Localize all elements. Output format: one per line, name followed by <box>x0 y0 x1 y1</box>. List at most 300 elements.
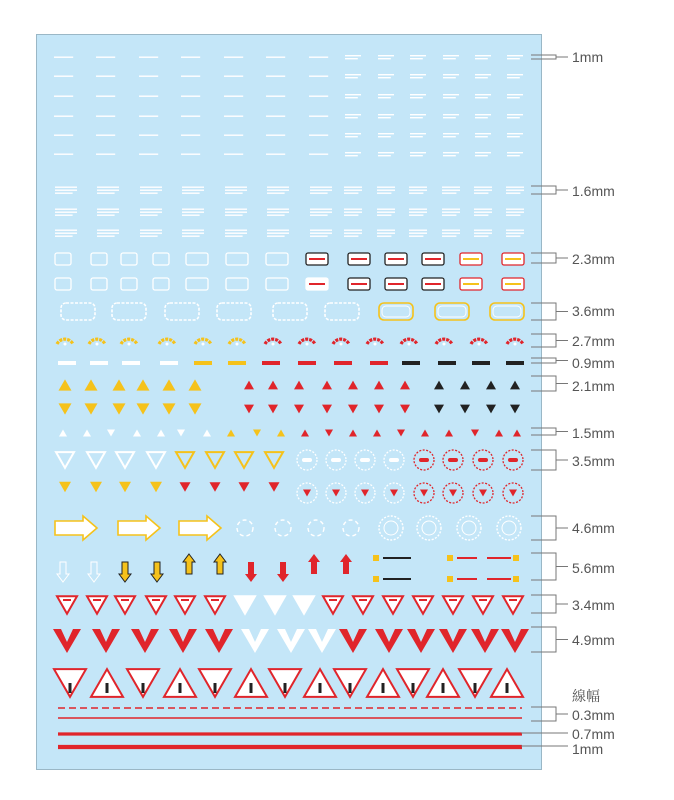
text-decal <box>409 212 427 213</box>
text-decal <box>55 212 77 213</box>
text-decal <box>507 58 520 59</box>
text-decal <box>442 230 460 231</box>
triangle-decal <box>163 379 176 390</box>
hazard-bar <box>487 578 511 580</box>
text-decal <box>266 154 285 155</box>
triangle-glyph <box>359 599 367 601</box>
text-decal <box>507 117 520 118</box>
text-decal <box>97 209 119 210</box>
text-decal <box>506 215 520 216</box>
arrow-decal <box>118 516 160 540</box>
text-decal <box>410 133 426 134</box>
text-decal <box>96 116 115 117</box>
vertical-arrow-decal <box>308 554 320 574</box>
hazard-square <box>373 576 379 582</box>
text-decal <box>54 57 73 58</box>
text-decal <box>378 97 391 98</box>
text-decal <box>140 212 162 213</box>
text-decal <box>96 57 115 58</box>
text-decal <box>344 193 358 194</box>
text-decal <box>378 74 394 75</box>
boxed-label-decal <box>266 278 288 290</box>
decal-artwork <box>37 35 543 771</box>
text-decal <box>378 155 391 156</box>
circle-bar <box>389 458 399 462</box>
text-decal <box>377 187 395 188</box>
text-decal <box>442 209 460 210</box>
text-decal <box>266 57 285 58</box>
text-decal <box>310 230 332 231</box>
triangle-decal <box>374 405 384 414</box>
boxed-label-decal <box>186 253 208 265</box>
text-decal <box>507 77 520 78</box>
text-decal <box>55 236 73 237</box>
tiny-bar-decal <box>472 361 490 365</box>
text-decal <box>182 187 204 188</box>
text-decal <box>344 233 362 234</box>
text-decal <box>475 97 488 98</box>
triangle-decal <box>137 403 150 414</box>
vertical-arrow-decal <box>57 562 69 582</box>
size-label-3-5mm: 3.5mm <box>572 453 615 469</box>
boxed-label-decal <box>186 278 208 290</box>
triangle-decal <box>244 381 254 390</box>
circle-bar <box>448 458 458 462</box>
text-decal <box>344 190 362 191</box>
text-decal <box>507 97 520 98</box>
chevron-decal <box>501 629 529 653</box>
triangle-decal <box>107 430 115 437</box>
boxed-label-decal <box>226 278 248 290</box>
boxed-label-decal <box>55 253 71 265</box>
hazard-bar <box>487 557 511 559</box>
boxed-label-decal <box>91 278 107 290</box>
gauge-center <box>64 343 67 346</box>
text-decal <box>309 96 328 97</box>
boxed-label-decal <box>226 253 248 265</box>
boxed-label-stripe <box>309 283 325 285</box>
triangle-decal <box>146 596 166 613</box>
text-decal <box>225 209 247 210</box>
text-decal <box>267 230 289 231</box>
text-decal <box>140 209 162 210</box>
text-decal <box>267 187 289 188</box>
gauge-center <box>166 343 169 346</box>
triangle-decal <box>59 482 71 492</box>
triangle-decal <box>239 482 250 492</box>
boxed-label-decal <box>121 278 137 290</box>
boxed-label-stripe <box>351 258 367 260</box>
vertical-arrow-decal <box>151 562 163 582</box>
hazard-square <box>447 576 453 582</box>
triangle-decal <box>268 381 278 390</box>
chevron-decal <box>241 629 269 653</box>
hazard-square <box>373 555 379 561</box>
plate-decal <box>273 303 307 320</box>
text-decal <box>97 233 119 234</box>
tiny-bar-decal <box>58 361 76 365</box>
text-decal <box>181 135 200 136</box>
size-label-2-1mm: 2.1mm <box>572 378 615 394</box>
text-decal <box>182 193 200 194</box>
hazard-square <box>513 576 519 582</box>
chevron-decal <box>131 629 159 653</box>
triangle-decal <box>87 596 107 613</box>
seal-inner <box>384 521 398 535</box>
text-decal <box>224 116 243 117</box>
text-decal <box>443 136 456 137</box>
triangle-glyph <box>382 683 385 693</box>
text-decal <box>55 215 73 216</box>
text-decal <box>225 236 243 237</box>
dashed-ring-decal <box>343 520 359 536</box>
text-decal <box>443 155 456 156</box>
text-decal <box>344 236 358 237</box>
text-decal <box>443 117 456 118</box>
size-label-1mm: 1mm <box>572 49 604 65</box>
triangle-decal <box>486 405 496 414</box>
text-decal <box>181 57 200 58</box>
triangle-decal <box>265 452 283 468</box>
text-decal <box>97 215 115 216</box>
gauge-center <box>514 343 517 346</box>
tiny-bar-decal <box>506 361 524 365</box>
triangle-decal <box>235 452 253 468</box>
tiny-bar-decal <box>90 361 108 365</box>
chevron-decal <box>308 629 336 653</box>
text-decal <box>97 190 119 191</box>
text-decal <box>267 236 285 237</box>
triangle-decal <box>244 405 254 414</box>
dashed-ring-decal <box>275 520 291 536</box>
text-decal <box>345 58 358 59</box>
text-decal <box>506 193 520 194</box>
text-decal <box>474 209 492 210</box>
triangle-glyph <box>349 683 352 693</box>
text-decal <box>345 152 361 153</box>
triangle-decal <box>59 403 72 414</box>
text-decal <box>54 76 73 77</box>
text-decal <box>97 212 119 213</box>
text-decal <box>475 58 488 59</box>
text-decal <box>310 212 332 213</box>
text-decal <box>442 236 456 237</box>
text-decal <box>266 96 285 97</box>
triangle-glyph <box>69 683 72 693</box>
boxed-label-decal <box>266 253 288 265</box>
boxed-label-decal <box>153 253 169 265</box>
triangle-decal <box>397 430 405 437</box>
text-decal <box>345 55 361 56</box>
text-decal <box>474 187 492 188</box>
triangle-decal <box>509 490 517 497</box>
text-decal <box>377 236 391 237</box>
tiny-bar-decal <box>194 361 212 365</box>
text-decal <box>506 233 524 234</box>
text-decal <box>507 155 520 156</box>
text-decal <box>182 233 204 234</box>
triangle-decal <box>473 596 493 613</box>
gauge-center <box>374 343 377 346</box>
text-decal <box>267 233 289 234</box>
text-decal <box>97 187 119 188</box>
triangle-decal <box>413 596 433 613</box>
text-decal <box>267 190 289 191</box>
triangle-decal <box>495 430 503 437</box>
text-decal <box>410 58 423 59</box>
triangle-glyph <box>250 683 253 693</box>
triangle-glyph <box>506 683 509 693</box>
triangle-glyph <box>181 599 189 601</box>
triangle-decal <box>348 405 358 414</box>
boxed-label-stripe <box>463 283 479 285</box>
text-decal <box>139 76 158 77</box>
triangle-glyph <box>93 599 101 601</box>
triangle-decal <box>59 430 67 437</box>
arrow-decal <box>55 516 97 540</box>
triangle-glyph <box>300 599 308 601</box>
vertical-arrow-decal <box>183 554 195 574</box>
triangle-decal <box>269 482 280 492</box>
triangle-glyph <box>214 683 217 693</box>
triangle-decal <box>510 381 520 390</box>
text-decal <box>309 57 328 58</box>
hazard-square <box>513 555 519 561</box>
triangle-decal <box>420 490 428 497</box>
triangle-decal <box>277 430 285 437</box>
triangle-decal <box>332 490 340 497</box>
text-decal <box>378 114 394 115</box>
triangle-decal <box>113 379 126 390</box>
text-decal <box>475 117 488 118</box>
triangle-decal <box>303 490 311 497</box>
size-label-2-3mm: 2.3mm <box>572 251 615 267</box>
vertical-arrow-decal <box>214 554 226 574</box>
plate-inner <box>438 306 466 317</box>
triangle-decal <box>513 430 521 437</box>
triangle-decal <box>348 381 358 390</box>
chevron-decal <box>92 629 120 653</box>
text-decal <box>506 209 524 210</box>
vertical-arrow-decal <box>277 562 289 582</box>
dashed-ring-decal <box>237 520 253 536</box>
boxed-label-stripe <box>425 283 441 285</box>
plate-decal <box>61 303 95 320</box>
text-decal <box>475 77 488 78</box>
triangle-decal <box>85 379 98 390</box>
triangle-decal <box>486 381 496 390</box>
chevron-decal <box>53 629 81 653</box>
text-decal <box>409 233 427 234</box>
text-decal <box>507 136 520 137</box>
triangle-decal <box>443 596 463 613</box>
text-decal <box>224 96 243 97</box>
tiny-bar-decal <box>262 361 280 365</box>
text-decal <box>97 193 115 194</box>
text-decal <box>475 155 488 156</box>
text-decal <box>474 236 488 237</box>
circle-bar <box>508 458 518 462</box>
size-label-1-5mm: 1.5mm <box>572 425 615 441</box>
text-decal <box>345 74 361 75</box>
plate-decal <box>165 303 199 320</box>
text-decal <box>224 154 243 155</box>
triangle-decal <box>265 596 285 613</box>
text-decal <box>378 58 391 59</box>
triangle-decal <box>205 596 225 613</box>
text-decal <box>475 55 491 56</box>
size-label-0-9mm: 0.9mm <box>572 355 615 371</box>
text-decal <box>410 55 426 56</box>
text-decal <box>182 236 200 237</box>
triangle-decal <box>163 403 176 414</box>
triangle-decal <box>294 381 304 390</box>
triangle-glyph <box>152 599 160 601</box>
boxed-label-stripe <box>505 283 521 285</box>
text-decal <box>410 152 426 153</box>
text-decal <box>443 133 459 134</box>
text-decal <box>475 114 491 115</box>
text-decal <box>225 187 247 188</box>
text-decal <box>475 74 491 75</box>
text-decal <box>474 230 492 231</box>
text-decal <box>475 152 491 153</box>
text-decal <box>181 154 200 155</box>
text-decal <box>54 135 73 136</box>
hazard-bar <box>383 578 411 580</box>
text-decal <box>55 233 77 234</box>
triangle-decal <box>189 379 202 390</box>
text-decal <box>310 236 328 237</box>
tiny-bar-decal <box>370 361 388 365</box>
triangle-glyph <box>412 683 415 693</box>
text-decal <box>140 215 158 216</box>
circle-bar <box>478 458 488 462</box>
text-decal <box>310 193 328 194</box>
triangle-glyph <box>319 683 322 693</box>
text-decal <box>377 230 395 231</box>
text-decal <box>345 97 358 98</box>
text-decal <box>140 190 162 191</box>
triangle-decal <box>210 482 221 492</box>
triangle-decal <box>390 490 398 497</box>
text-decal <box>345 117 358 118</box>
text-decal <box>410 77 423 78</box>
triangle-decal <box>227 430 235 437</box>
text-decal <box>475 133 491 134</box>
triangle-decal <box>206 452 224 468</box>
text-decal <box>267 193 285 194</box>
text-decal <box>266 116 285 117</box>
text-decal <box>182 215 200 216</box>
triangle-decal <box>353 596 373 613</box>
triangle-decal <box>147 452 165 468</box>
triangle-decal <box>445 430 453 437</box>
text-decal <box>378 152 394 153</box>
text-decal <box>224 76 243 77</box>
triangle-decal <box>400 405 410 414</box>
size-label-5-6mm: 5.6mm <box>572 560 615 576</box>
hazard-bar <box>457 578 477 580</box>
text-decal <box>96 135 115 136</box>
chevron-decal <box>375 629 403 653</box>
triangle-decal <box>510 405 520 414</box>
tiny-bar-decal <box>334 361 352 365</box>
chevron-decal <box>339 629 367 653</box>
boxed-label-stripe <box>388 283 404 285</box>
triangle-glyph <box>63 599 71 601</box>
text-decal <box>377 193 391 194</box>
triangle-decal <box>235 596 255 613</box>
plate-decal <box>112 303 146 320</box>
text-decal <box>442 233 460 234</box>
dashed-ring-decal <box>308 520 324 536</box>
text-decal <box>410 117 423 118</box>
triangle-decal <box>349 430 357 437</box>
text-decal <box>409 193 423 194</box>
text-decal <box>410 155 423 156</box>
chevron-decal <box>169 629 197 653</box>
text-decal <box>442 187 460 188</box>
gauge-center <box>443 343 446 346</box>
text-decal <box>266 135 285 136</box>
text-decal <box>378 117 391 118</box>
circle-bar <box>331 458 341 462</box>
text-decal <box>140 230 162 231</box>
text-decal <box>181 96 200 97</box>
arrow-decal <box>179 516 221 540</box>
text-decal <box>475 94 491 95</box>
text-decal <box>309 135 328 136</box>
triangle-glyph <box>419 599 427 601</box>
triangle-decal <box>115 596 135 613</box>
text-decal <box>309 116 328 117</box>
triangle-decal <box>90 482 102 492</box>
text-decal <box>345 155 358 156</box>
text-decal <box>377 215 391 216</box>
plate-inner <box>382 306 410 317</box>
tiny-bar-decal <box>438 361 456 365</box>
text-decal <box>443 94 459 95</box>
text-decal <box>182 212 204 213</box>
gauge-center <box>306 343 309 346</box>
text-decal <box>377 233 395 234</box>
text-decal <box>182 209 204 210</box>
text-decal <box>474 233 492 234</box>
circle-bar <box>360 458 370 462</box>
triangle-decal <box>421 430 429 437</box>
vertical-arrow-decal <box>88 562 100 582</box>
triangle-decal <box>253 430 261 437</box>
text-decal <box>96 96 115 97</box>
line-label-1mm: 1mm <box>572 741 604 757</box>
text-decal <box>409 230 427 231</box>
seal-decal <box>379 516 403 540</box>
triangle-decal <box>373 430 381 437</box>
text-decal <box>181 76 200 77</box>
triangle-glyph <box>271 599 279 601</box>
text-decal <box>344 187 362 188</box>
triangle-decal <box>133 430 141 437</box>
boxed-label-stripe <box>505 258 521 260</box>
boxed-label-stripe <box>351 283 367 285</box>
plate-decal <box>217 303 251 320</box>
seal-decal <box>497 516 521 540</box>
triangle-decal <box>294 405 304 414</box>
text-decal <box>345 136 358 137</box>
text-decal <box>442 193 456 194</box>
text-decal <box>96 154 115 155</box>
